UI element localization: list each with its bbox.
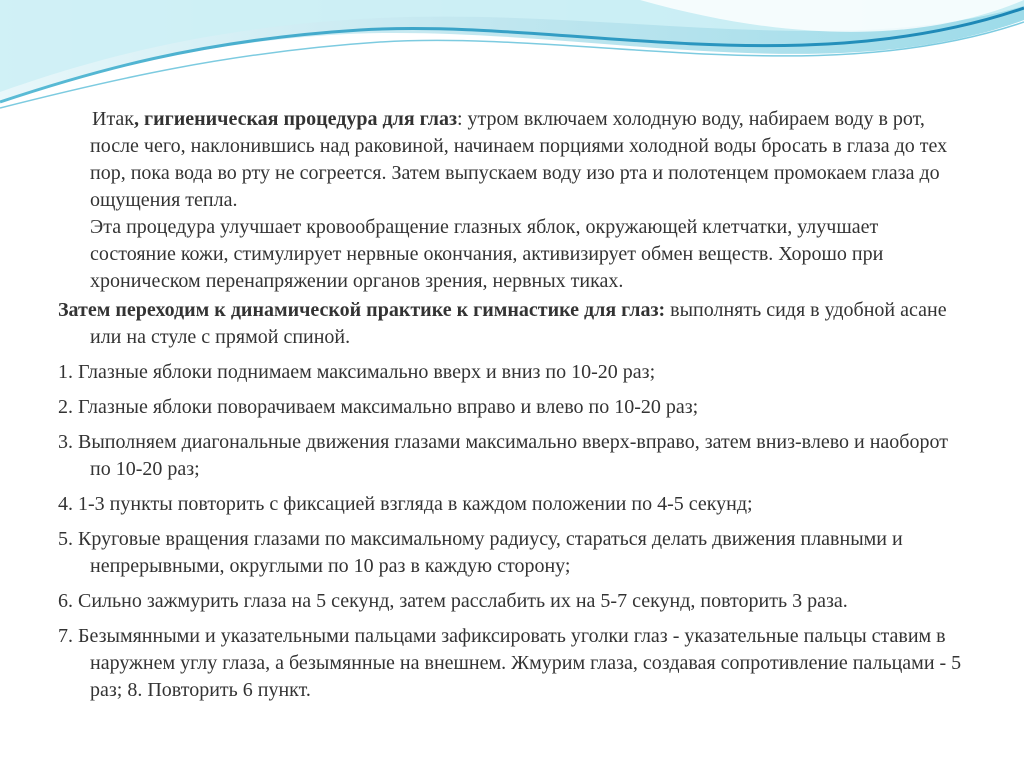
transition-bold: Затем переходим к динамической практике к гимнастике для глаз: (58, 299, 666, 321)
step-1: 1. Глазные яблоки поднимаем максимально вверх и вниз по 10-20 раз; (58, 361, 656, 383)
intro-lead-rest: : утром включаем холодную воду, набираем воду в рот, после чего, наклонившись над раковиной, начинаем порциями холодной воды бросать в глаза до тех пор, пока вода во рту не согреется. Затем выпускаем воду изо рта и полотенцем промокаем глаза до ощущения тепла. (90, 108, 948, 211)
step-3: 3. Выполняем диагональные движения глазами максимально вверх-вправо, затем вниз-влево и наоборот по 10-20 раз; (58, 431, 948, 480)
intro-section (58, 106, 963, 295)
intro-lead-bold: , гигиеническая процедура для глаз (134, 108, 457, 130)
step-5: 5. Круговые вращения глазами по максимальному радиусу, стараться делать движения плавными и непрерывными, округлыми по 10 раз в каждую сторону; (58, 528, 903, 577)
intro-effect-paragraph: Эта процедура улучшает кровообращение глазных яблок, окружающей клетчатки, улучшает состояние кожи, стимулирует нервные окончания, активизирует обмен веществ. Хорошо при хроническом перенапряжении органов зрения, нервных тиках. (90, 216, 884, 292)
transition-rest: выполнять сидя в удобной асане или на стуле с прямой спиной. (90, 299, 947, 348)
step-4: 4. 1-3 пункты повторить с фиксацией взгляда в каждом положении по 4-5 секунд; (58, 493, 753, 515)
step-7: 7. Безымянными и указательными пальцами зафиксировать уголки глаз - указательные пальцы ставим в наружнем углу глаза, а безымянные на внешнем. Жмурим глаза, создавая сопротивление пальцами - 5 раз; 8. Повторить 6 пункт. (58, 625, 962, 701)
transition-paragraph (58, 297, 963, 351)
intro-paragraph (90, 106, 963, 214)
step-6: 6. Сильно зажмурить глаза на 5 секунд, затем расслабить их на 5-7 секунд, повторить 3 раза. (58, 590, 848, 612)
intro-lead-plain: Итак (92, 108, 135, 130)
step-2: 2. Глазные яблоки поворачиваем максимально вправо и влево по 10-20 раз; (58, 396, 699, 418)
slide-body-text (58, 106, 963, 712)
